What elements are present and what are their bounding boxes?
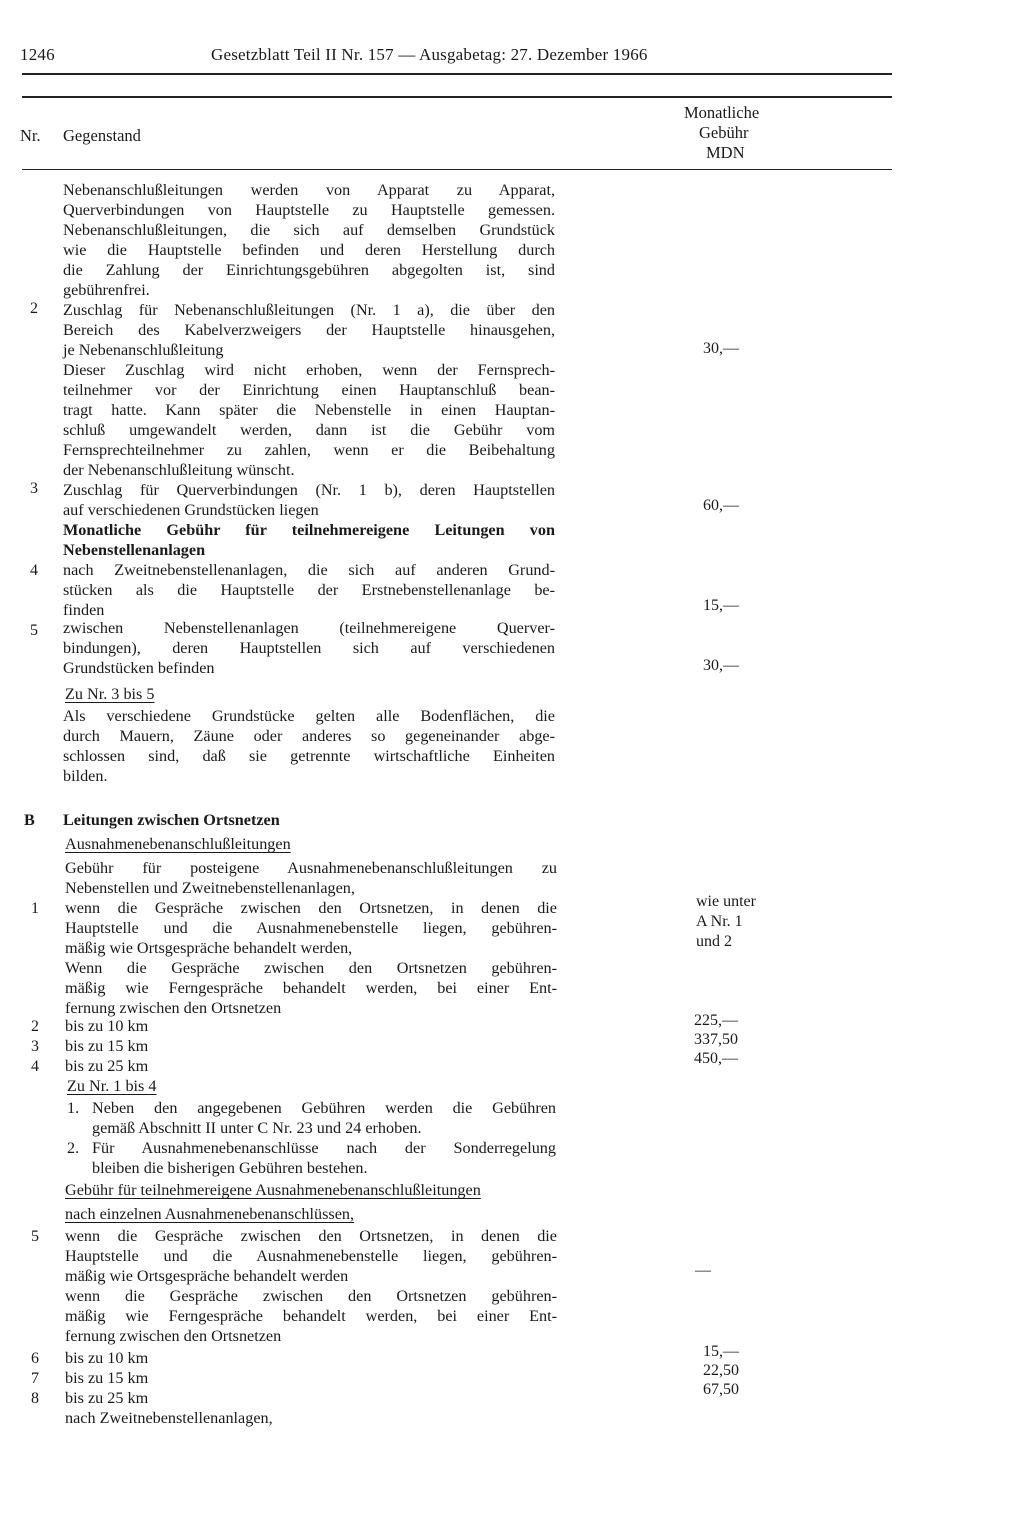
- text-line: Fernsprechteilnehmer zu zahlen, wenn er die Beibehaltung: [63, 441, 555, 459]
- text-line: fernung zwischen den Ortsnetzen: [65, 999, 282, 1017]
- text-line: der Nebenanschlußleitung wünscht.: [63, 461, 295, 479]
- text-line: je Nebenanschlußleitung: [63, 341, 224, 359]
- text-line: bilden.: [63, 767, 108, 785]
- item-number: 5: [31, 1228, 39, 1245]
- text-line: teilnehmer vor der Einrichtung einen Hauptanschluß bean-: [63, 381, 555, 399]
- item-number: 7: [31, 1370, 39, 1387]
- section-subtitle: Ausnahmenebenanschlußleitungen: [65, 835, 291, 853]
- text-line: Bereich des Kabelverzweigers der Hauptstelle hinausgehen,: [63, 321, 555, 339]
- text-line: Wenn die Gespräche zwischen den Ortsnetzen gebühren-: [65, 959, 557, 977]
- table-row-text: bis zu 10 km: [65, 1349, 149, 1367]
- page-number: 1246: [20, 45, 55, 64]
- text-line: mäßig wie Ortsgespräche behandelt werden: [65, 1267, 349, 1285]
- note-2-text: [92, 1138, 556, 1178]
- item-number: 3: [30, 480, 38, 497]
- note-1-text: [92, 1098, 556, 1138]
- b-item-1-text: [65, 898, 557, 1018]
- note-3-5-text: [63, 706, 555, 786]
- text-line: stücken als die Hauptstelle der Erstnebenstellenanlage be-: [63, 581, 555, 599]
- text-line: wie die Hauptstelle befinden und deren Herstellung durch: [63, 241, 555, 259]
- fee-value: 30,—: [703, 340, 739, 357]
- table-row-text: bis zu 25 km: [65, 1057, 149, 1075]
- fee-value: 15,—: [703, 597, 739, 614]
- note-number: 2.: [67, 1139, 80, 1157]
- text-line: gebührenfrei.: [63, 281, 150, 299]
- text-line: wenn die Gespräche zwischen den Ortsnetzen, in denen die: [65, 899, 557, 917]
- text-line: bindungen), deren Hauptstellen sich auf verschiedenen: [63, 639, 555, 657]
- text-line: Grundstücken befinden: [63, 659, 215, 677]
- fee-value: 337,50: [694, 1031, 738, 1048]
- text-line: fernung zwischen den Ortsnetzen: [65, 1327, 282, 1345]
- fee-value: 225,—: [694, 1012, 738, 1029]
- text-line: auf verschiedenen Grundstücken liegen: [63, 501, 319, 519]
- col-fee-header-1: Monatliche: [684, 103, 760, 122]
- table-row-text: bis zu 15 km: [65, 1037, 149, 1055]
- fee-value: 15,—: [703, 1343, 739, 1360]
- last-line: nach Zweitnebenstellenanlagen,: [65, 1409, 273, 1427]
- header-rule: [22, 73, 892, 75]
- item-number: 2: [30, 300, 38, 317]
- table-row-text: bis zu 10 km: [65, 1017, 149, 1035]
- text-line: Nebenanschlußleitungen werden von Apparat zu Apparat,: [63, 181, 555, 199]
- item-2-text: [63, 300, 555, 480]
- text-line: schluß umgewandelt werden, dann ist die Gebühr vom: [63, 421, 555, 439]
- col-nr-header: Nr.: [20, 126, 41, 145]
- text-line: zwischen Nebenstellenanlagen (teilnehmereigene Querver-: [63, 619, 555, 637]
- b-item-5-text: [65, 1226, 557, 1346]
- item-number: 4: [30, 562, 38, 579]
- section-letter: B: [24, 811, 35, 829]
- item-number: 2: [31, 1018, 39, 1035]
- section-title: Leitungen zwischen Ortsnetzen: [63, 811, 280, 829]
- note-title: Zu Nr. 3 bis 5: [65, 685, 155, 703]
- text-line: bleiben die bisherigen Gebühren bestehen.: [92, 1159, 368, 1177]
- subsection-title: Gebühr für teilnehmereigene Ausnahmenebenanschlußleitungen: [65, 1181, 481, 1199]
- col-fee-header-2: Gebühr: [699, 123, 749, 142]
- fee-value: 450,—: [694, 1050, 738, 1067]
- header-bottom-rule: [22, 169, 892, 170]
- item-number: 8: [31, 1390, 39, 1407]
- running-title: Gesetzblatt Teil II Nr. 157 — Ausgabetag: 27. Dezember 1966: [211, 45, 648, 64]
- text-line: nach Zweitnebenstellenanlagen, die sich auf anderen Grund-: [63, 561, 555, 579]
- text-line: Nebenstellen und Zweitnebenstellenanlagen,: [65, 879, 355, 897]
- item-4-text: [63, 560, 555, 620]
- item-number: 1: [31, 900, 39, 917]
- fee-value: A Nr. 1: [696, 913, 743, 930]
- text-line: mäßig wie Ferngespräche behandelt werden, bei einer Ent-: [65, 979, 557, 997]
- item-number: 6: [31, 1350, 39, 1367]
- note-number: 1.: [67, 1099, 80, 1117]
- table-top-rule: [22, 96, 892, 98]
- col-subject-header: Gegenstand: [63, 126, 141, 145]
- text-line: Als verschiedene Grundstücke gelten alle Bodenflächen, die: [63, 707, 555, 725]
- subsection-subtitle: nach einzelnen Ausnahmenebenanschlüssen,: [65, 1205, 355, 1223]
- text-line: schlossen sind, daß sie getrennte wirtschaftliche Einheiten: [63, 747, 555, 765]
- text-line: tragt hatte. Kann später die Nebenstelle in einen Hauptan-: [63, 401, 555, 419]
- text-line: die Zahlung der Einrichtungsgebühren abgegolten ist, sind: [63, 261, 555, 279]
- item-5-text: [63, 618, 555, 678]
- section-heading: Nebenstellenanlagen: [63, 541, 206, 559]
- item-number: 5: [30, 622, 38, 639]
- text-line: Zuschlag für Querverbindungen (Nr. 1 b), deren Hauptstellen: [63, 481, 555, 499]
- text-line: Neben den angegebenen Gebühren werden die Gebühren: [92, 1099, 556, 1117]
- fee-value: 67,50: [703, 1381, 739, 1398]
- fee-value: —: [695, 1262, 711, 1279]
- text-line: Für Ausnahmenebenanschlüsse nach der Sonderregelung: [92, 1139, 556, 1157]
- fee-value: 22,50: [703, 1362, 739, 1379]
- text-line: Nebenanschlußleitungen, die sich auf demselben Grundstück: [63, 221, 555, 239]
- table-row-text: bis zu 25 km: [65, 1389, 149, 1407]
- intro-paragraph: [63, 180, 555, 300]
- text-line: mäßig wie Ortsgespräche behandelt werden,: [65, 939, 353, 957]
- item-3-text: [63, 480, 555, 560]
- fee-value: und 2: [696, 933, 732, 950]
- text-line: mäßig wie Ferngespräche behandelt werden, bei einer Ent-: [65, 1307, 557, 1325]
- text-line: Dieser Zuschlag wird nicht erhoben, wenn der Fernsprech-: [63, 361, 555, 379]
- section-heading: Monatliche Gebühr für teilnehmereigene Leitungen von: [63, 521, 555, 539]
- fee-value: 60,—: [703, 497, 739, 514]
- fee-value: 30,—: [703, 657, 739, 674]
- item-number: 4: [31, 1058, 39, 1075]
- text-line: gemäß Abschnitt II unter C Nr. 23 und 24 erhoben.: [92, 1119, 422, 1137]
- text-line: Hauptstelle und die Ausnahmenebenstelle liegen, gebühren-: [65, 919, 557, 937]
- table-row-text: bis zu 15 km: [65, 1369, 149, 1387]
- note-title: Zu Nr. 1 bis 4: [67, 1077, 157, 1095]
- text-line: Zuschlag für Nebenanschlußleitungen (Nr. 1 a), die über den: [63, 301, 555, 319]
- text-line: wenn die Gespräche zwischen den Ortsnetzen, in denen die: [65, 1227, 557, 1245]
- item-number: 3: [31, 1038, 39, 1055]
- text-line: Querverbindungen von Hauptstelle zu Hauptstelle gemessen.: [63, 201, 555, 219]
- text-line: durch Mauern, Zäune oder anderes so gegeneinander abge-: [63, 727, 555, 745]
- text-line: wenn die Gespräche zwischen den Ortsnetzen gebühren-: [65, 1287, 557, 1305]
- text-line: Hauptstelle und die Ausnahmenebenstelle liegen, gebühren-: [65, 1247, 557, 1265]
- section-b-intro: [65, 858, 557, 898]
- col-fee-header-3: MDN: [706, 143, 745, 162]
- text-line: Gebühr für posteigene Ausnahmenebenanschlußleitungen zu: [65, 859, 557, 877]
- fee-value: wie unter: [696, 893, 756, 910]
- text-line: finden: [63, 601, 105, 619]
